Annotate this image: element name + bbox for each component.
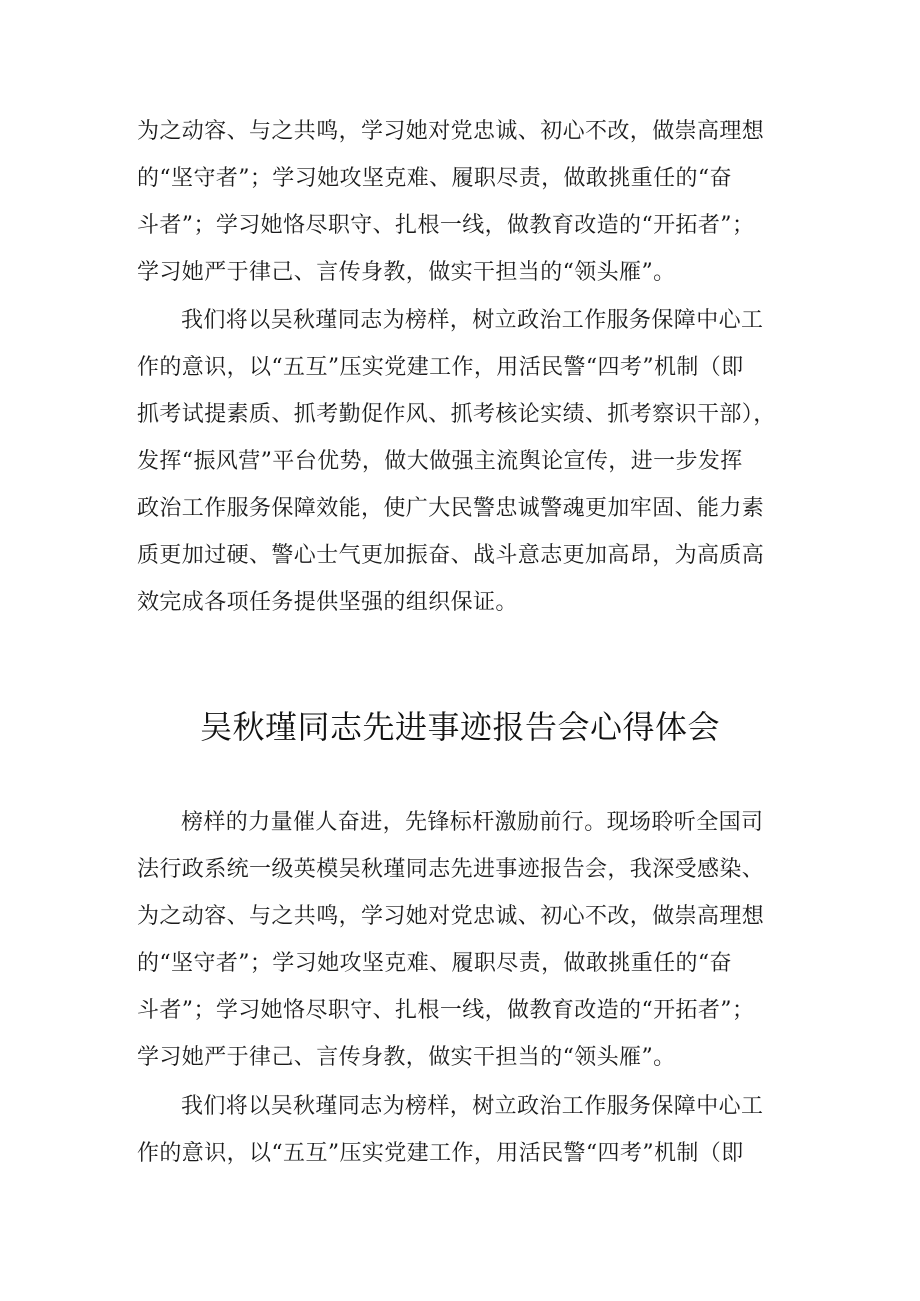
text-line: 我们将以吴秋瑾同志为榜样，树立政治工作服务保障中心工 (181, 308, 764, 333)
text-line: 作的意识，以“五互”压实党建工作，用活民警“四考”机制（即 (137, 1141, 744, 1166)
text-line: 斗者”；学习她恪尽职守、扎根一线，做教育改造的“开拓者”； (137, 998, 755, 1023)
text-line: 学习她严于律己、言传身教，做实干担当的“领头雁”。 (137, 260, 676, 285)
document-title: 吴秋瑾同志先进事迹报告会心得体会 (199, 708, 720, 746)
text-line: 质更加过硬、警心士气更加振奋、战斗意志更加高昂，为高质高 (137, 543, 765, 568)
bottom-paragraph-1 (137, 799, 807, 1081)
text-line: 作的意识，以“五互”压实党建工作，用活民警“四考”机制（即 (137, 355, 744, 380)
text-line: 学习她严于律己、言传身教，做实干担当的“领头雁”。 (137, 1045, 676, 1070)
text-line: 效完成各项任务提供坚强的组织保证。 (137, 590, 518, 615)
text-line: 的“坚守者”；学习她攻坚克难、履职尽责，做敢挑重任的“奋 (137, 951, 732, 976)
top-paragraph-2 (137, 297, 807, 626)
bottom-paragraph-2 (137, 1083, 807, 1177)
text-line: 的“坚守者”；学习她攻坚克难、履职尽责，做敢挑重任的“奋 (137, 166, 732, 191)
text-line: 我们将以吴秋瑾同志为榜样，树立政治工作服务保障中心工 (181, 1094, 764, 1119)
text-line: 为之动容、与之共鸣，学习她对党忠诚、初心不改，做崇高理想 (137, 904, 765, 929)
text-line: 榜样的力量催人奋进，先锋标杆激励前行。现场聆听全国司 (181, 810, 764, 835)
text-line: 斗者”；学习她恪尽职守、扎根一线，做教育改造的“开拓者”； (137, 213, 755, 238)
text-line: 法行政系统一级英模吴秋瑾同志先进事迹报告会，我深受感染、 (137, 857, 765, 882)
top-paragraph-1 (137, 108, 807, 296)
text-line: 为之动容、与之共鸣，学习她对党忠诚、初心不改，做崇高理想 (137, 119, 765, 144)
text-line: 抓考试提素质、抓考勤促作风、抓考核论实绩、抓考察识干部）， (137, 402, 776, 427)
text-line: 政治工作服务保障效能，使广大民警忠诚警魂更加牢固、能力素 (137, 496, 765, 521)
text-line: 发挥“振风营”平台优势，做大做强主流舆论宣传，进一步发挥 (137, 449, 743, 474)
